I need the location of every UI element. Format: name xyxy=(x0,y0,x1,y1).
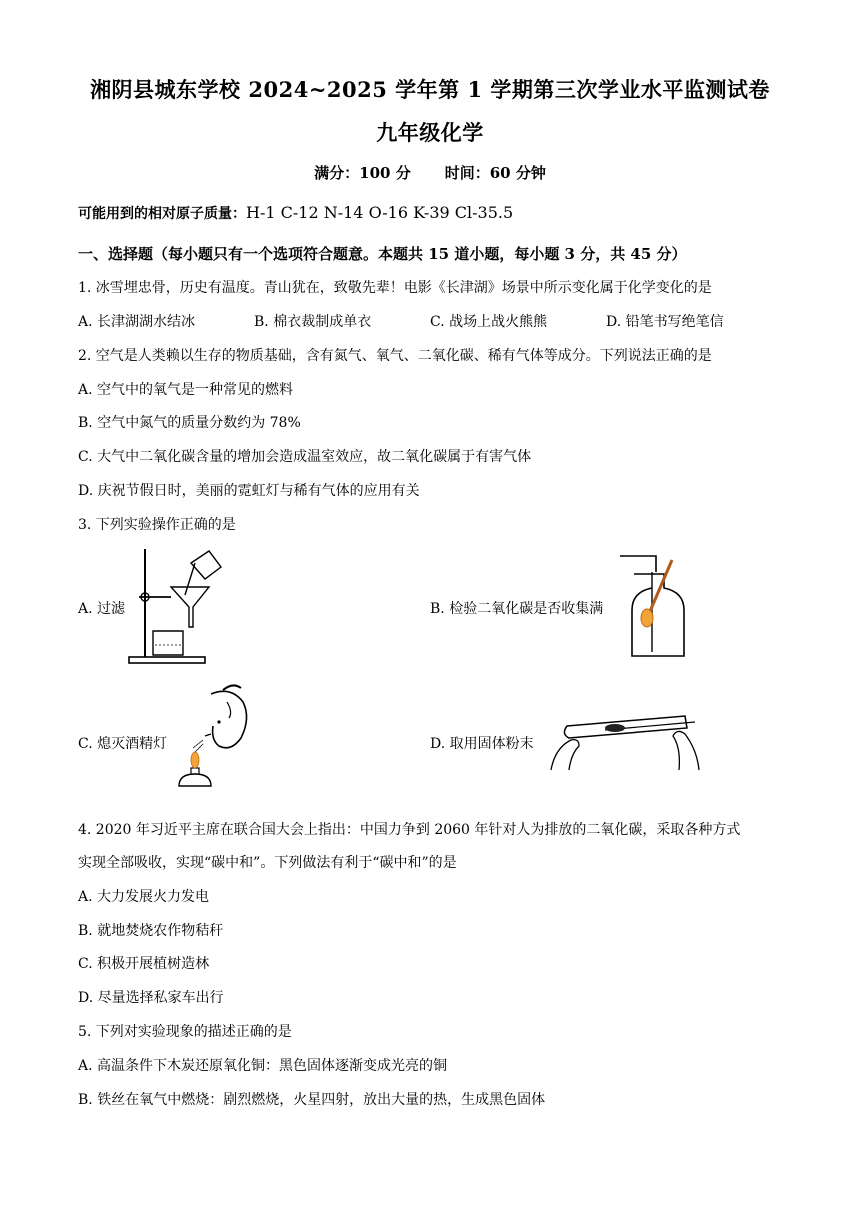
atomic-mass-line xyxy=(78,203,513,223)
question-4-option-c: C. 积极开展植树造林 xyxy=(78,956,210,972)
question-1-stem: 1. 冰雪埋忠骨，历史有温度。青山犹在，致敬先辈！电影《长津湖》场景中所示变化属于化学变化的是 xyxy=(78,280,712,296)
question-5-stem: 5. 下列对实验现象的描述正确的是 xyxy=(78,1024,292,1040)
question-1-option-a: A. 长津湖湖水结冰 xyxy=(78,314,196,330)
question-1-option-c: C. 战场上战火熊熊 xyxy=(430,314,548,330)
question-4-option-a: A. 大力发展火力发电 xyxy=(78,889,210,905)
extinguish-lamp-figure xyxy=(175,682,255,802)
exam-time: 时间：60 分钟 xyxy=(444,164,546,182)
question-4-option-b: B. 就地焚烧农作物秸秆 xyxy=(78,923,224,939)
question-2-option-c: C. 大气中二氧化碳含量的增加会造成温室效应，故二氧化碳属于有害气体 xyxy=(78,449,532,465)
solid-powder-figure xyxy=(545,700,705,776)
question-2-option-d: D. 庆祝节假日时，美丽的霓虹灯与稀有气体的应用有关 xyxy=(78,483,420,499)
question-5-option-b: B. 铁丝在氧气中燃烧：剧烈燃烧，火星四射，放出大量的热，生成黑色固体 xyxy=(78,1092,546,1108)
question-3-option-a: A. 过滤 xyxy=(78,601,126,617)
question-4-stem-line2: 实现全部吸收，实现“碳中和”。下列做法有利于“碳中和”的是 xyxy=(78,855,457,871)
question-2-option-b: B. 空气中氮气的质量分数约为 78% xyxy=(78,415,301,431)
question-3-option-b: B. 检验二氧化碳是否收集满 xyxy=(430,601,604,617)
question-1-option-b: B. 棉衣裁制成单衣 xyxy=(254,314,372,330)
question-3-option-c: C. 熄灭酒精灯 xyxy=(78,736,168,752)
question-5-option-a: A. 高温条件下木炭还原氧化铜：黑色固体逐渐变成光亮的铜 xyxy=(78,1058,448,1074)
question-4-option-d: D. 尽量选择私家车出行 xyxy=(78,990,224,1006)
question-1-option-d: D. 铅笔书写绝笔信 xyxy=(606,314,724,330)
exam-subtitle: 九年级化学 xyxy=(376,120,484,145)
question-2-stem: 2. 空气是人类赖以生存的物质基础，含有氮气、氧气、二氧化碳、稀有气体等成分。下列说法正确的是 xyxy=(78,348,712,364)
question-3-stem: 3. 下列实验操作正确的是 xyxy=(78,517,236,533)
atomic-mass-label: 可能用到的相对原子质量： xyxy=(78,206,246,222)
full-score: 满分：100 分 xyxy=(314,164,411,182)
question-3-option-d: D. 取用固体粉末 xyxy=(430,736,534,752)
exam-title: 湘阴县城东学校 2024~2025 学年第 1 学期第三次学业水平监测试卷 xyxy=(90,77,770,102)
atomic-mass-values: H-1 C-12 N-14 O-16 K-39 Cl-35.5 xyxy=(246,203,514,222)
filtration-figure xyxy=(125,545,225,667)
section-heading: 一、选择题（每小题只有一个选项符合题意。本题共 15 道小题，每小题 3 分，共 45 分） xyxy=(78,245,687,263)
exam-meta xyxy=(0,162,860,183)
question-2-option-a: A. 空气中的氧气是一种常见的燃料 xyxy=(78,382,294,398)
question-4-stem-line1: 4. 2020 年习近平主席在联合国大会上指出：中国力争到 2060 年针对人为排放的二氧化碳，采取各种方式 xyxy=(78,822,741,838)
co2-test-figure xyxy=(612,552,692,662)
